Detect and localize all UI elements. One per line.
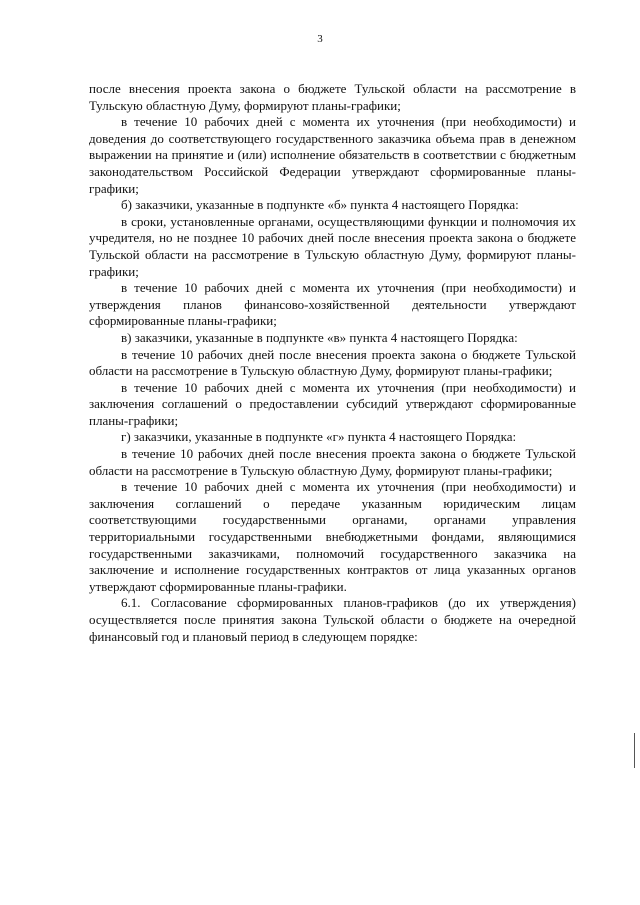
paragraph: б) заказчики, указанные в подпункте «б» пункта 4 настоящего Порядка: bbox=[121, 197, 519, 213]
paragraph: г) заказчики, указанные в подпункте «г» пункта 4 настоящего Порядка: bbox=[121, 429, 517, 445]
paragraph: в течение 10 рабочих дней с момента их уточнения (при необходимости) и доведения до соответствующего государственного заказчика объема прав в денежном выражении на принятие и (или) исполнение обязательств в соответствии с бюджетным законодательством Российской Федерации утверждают сформированные планы-графики; bbox=[89, 114, 576, 196]
paragraph: в сроки, установленные органами, осуществляющими функции и полномочия их учредителя, но не позднее 10 рабочих дней после внесения проекта закона о бюджете Тульской области на рассмотрение в Тульскую областную Думу, формируют планы-графики; bbox=[89, 213, 576, 279]
document-body bbox=[89, 81, 576, 645]
paragraph: в течение 10 рабочих дней после внесения проекта закона о бюджете Тульской области на рассмотрение в Тульскую областную Думу, формируют планы-графики; bbox=[89, 346, 576, 379]
scan-edge-mark bbox=[634, 733, 635, 768]
page-number: 3 bbox=[317, 33, 323, 45]
paragraph: в) заказчики, указанные в подпункте «в» пункта 4 настоящего Порядка: bbox=[121, 329, 518, 345]
paragraph: в течение 10 рабочих дней с момента их уточнения (при необходимости) и заключения соглашений о предоставлении субсидий утверждают сформированные планы-графики; bbox=[89, 379, 576, 428]
paragraph-continuation: после внесения проекта закона о бюджете Тульской области на рассмотрение в Тульскую областную Думу, формируют планы-графики; bbox=[89, 81, 576, 113]
paragraph: в течение 10 рабочих дней с момента их уточнения (при необходимости) и заключения соглашений о передаче указанным юридическим лицам соответствующими государственными органами, органами управления территориальными государственными внебюджетными фондами, являющимися государственными заказчиками, полномочий государственного заказчика на заключение и исполнение государственных контрактов от лица указанных органов утверждают сформированные планы-графики. bbox=[89, 479, 576, 594]
paragraph: 6.1. Согласование сформированных планов-графиков (до их утверждения) осуществляется после принятия закона Тульской области о бюджете на очередной финансовый год и плановый период в следующем порядке: bbox=[89, 595, 576, 644]
paragraph: в течение 10 рабочих дней с момента их уточнения (при необходимости) и утверждения планов финансово-хозяйственной деятельности утверждают сформированные планы-графики; bbox=[89, 280, 576, 329]
paragraph: в течение 10 рабочих дней после внесения проекта закона о бюджете Тульской области на рассмотрение в Тульскую областную Думу, формируют планы-графики; bbox=[89, 446, 576, 478]
